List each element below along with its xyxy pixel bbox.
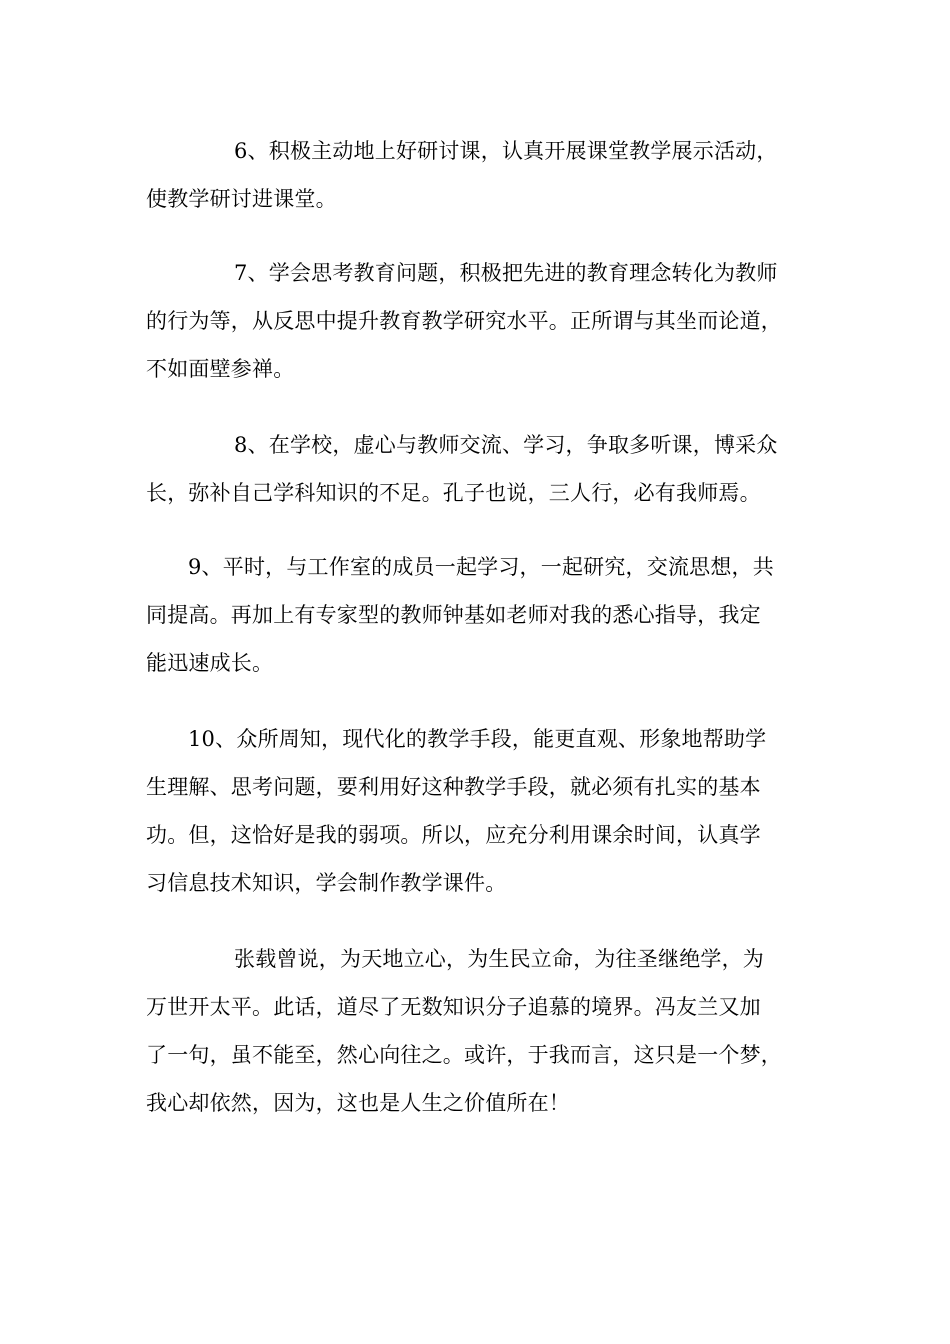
paragraph-item-8	[146, 421, 816, 517]
paragraph-line: 能迅速成长。	[146, 651, 274, 675]
paragraph-line: 万世开太平。此话，道尽了无数知识分子追慕的境界。冯友兰又加	[146, 995, 761, 1019]
paragraph-line: 10、众所周知，现代化的教学手段，能更直观、形象地帮助学	[188, 727, 767, 751]
paragraph-item-6	[146, 127, 816, 223]
paragraph-line: 7、学会思考教育问题，积极把先进的教育理念转化为教师	[234, 261, 778, 285]
paragraph-line: 习信息技术知识，学会制作教学课件。	[146, 871, 507, 895]
paragraph-line: 长，弥补自己学科知识的不足。孔子也说，三人行，必有我师焉。	[146, 481, 761, 505]
paragraph-line: 8、在学校，虚心与教师交流、学习，争取多听课，博采众	[234, 433, 778, 457]
paragraph-line: 张载曾说，为天地立心，为生民立命，为往圣继绝学，为	[234, 947, 764, 971]
paragraph-item-7	[146, 249, 816, 393]
paragraph-conclusion	[146, 935, 816, 1127]
paragraph-line: 同提高。再加上有专家型的教师钟基如老师对我的悉心指导，我定	[146, 603, 761, 627]
paragraph-line: 功。但，这恰好是我的弱项。所以，应充分利用课余时间，认真学	[146, 823, 761, 847]
paragraph-line: 不如面壁参禅。	[146, 357, 295, 381]
paragraph-line: 生理解、思考问题，要利用好这种教学手段，就必须有扎实的基本	[146, 775, 761, 799]
paragraph-line: 6、积极主动地上好研讨课，认真开展课堂教学展示活动，	[234, 139, 778, 163]
paragraph-line: 的行为等，从反思中提升教育教学研究水平。正所谓与其坐而论道，	[146, 309, 782, 333]
paragraph-line: 使教学研讨进课堂。	[146, 187, 337, 211]
paragraph-line: 了一句，虽不能至，然心向往之。或许，于我而言，这只是一个梦，	[146, 1043, 782, 1067]
paragraph-item-10	[146, 715, 816, 907]
paragraph-line: 我心却依然，因为，这也是人生之价值所在！	[146, 1091, 570, 1115]
paragraph-line: 9、平时，与工作室的成员一起学习，一起研究，交流思想，共	[188, 555, 774, 579]
paragraph-item-9	[146, 543, 816, 687]
